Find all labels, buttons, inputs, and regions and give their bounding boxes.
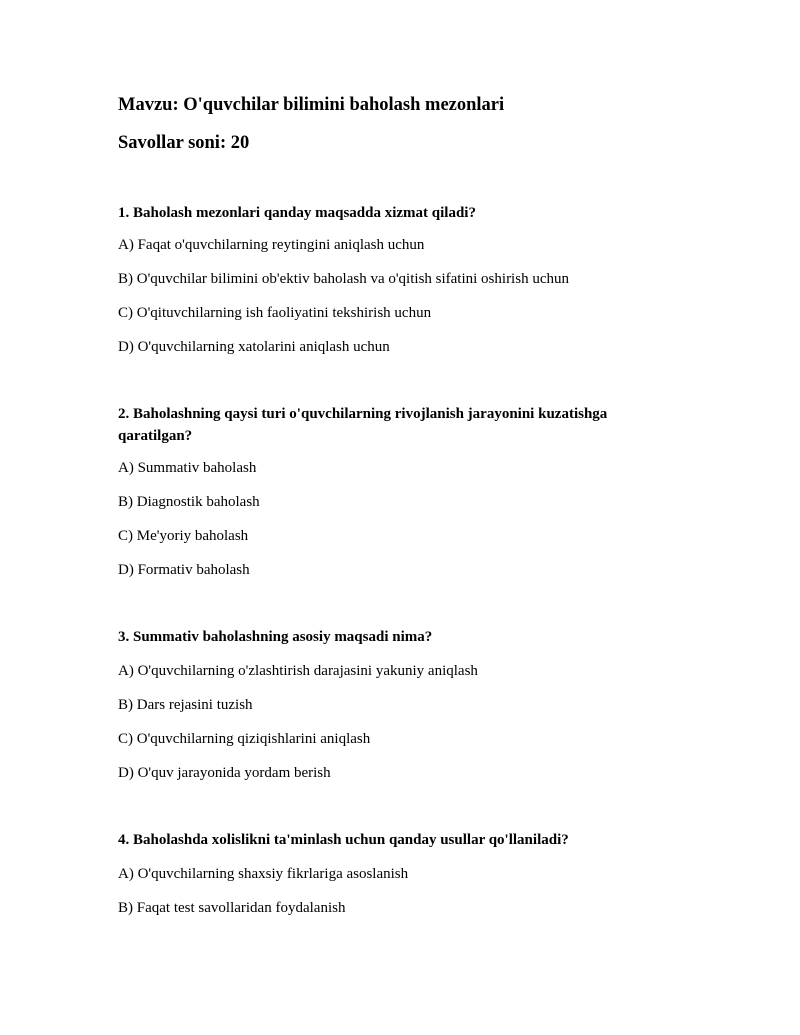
answer-option: A) Summativ baholash (118, 460, 257, 476)
answer-option: A) Faqat o'quvchilarning reytingini aniqlash uchun (118, 237, 425, 253)
answer-option: B) Dars rejasini tuzish (118, 697, 253, 713)
answer-option: B) Faqat test savollaridan foydalanish (118, 900, 346, 916)
question-count: Savollar soni: 20 (118, 133, 250, 153)
answer-option: D) Formativ baholash (118, 562, 250, 578)
answer-option: B) O'quvchilar bilimini ob'ektiv baholash va o'qitish sifatini oshirish uchun (118, 271, 569, 287)
answer-option: D) O'quv jarayonida yordam berish (118, 765, 331, 781)
answer-option: D) O'quvchilarning xatolarini aniqlash uchun (118, 339, 390, 355)
answer-option: C) O'quvchilarning qiziqishlarini aniqlash (118, 731, 371, 747)
answer-option: A) O'quvchilarning o'zlashtirish darajasini yakuniy aniqlash (118, 663, 478, 679)
answer-option: C) Me'yoriy baholash (118, 528, 249, 544)
question-text: 3. Summativ baholashning asosiy maqsadi nima? (118, 629, 433, 645)
question-text: 2. Baholashning qaysi turi o'quvchilarning rivojlanish jarayonini kuzatishga qaratilgan? (118, 406, 608, 444)
topic-title: Mavzu: O'quvchilar bilimini baholash mezonlari (118, 95, 505, 115)
question-text: 4. Baholashda xolislikni ta'minlash uchun qanday usullar qo'llaniladi? (118, 832, 569, 848)
answer-option: C) O'qituvchilarning ish faoliyatini tekshirish uchun (118, 305, 432, 321)
question-text: 1. Baholash mezonlari qanday maqsadda xizmat qiladi? (118, 205, 476, 221)
answer-option: B) Diagnostik baholash (118, 494, 260, 510)
answer-option: A) O'quvchilarning shaxsiy fikrlariga asoslanish (118, 866, 409, 882)
